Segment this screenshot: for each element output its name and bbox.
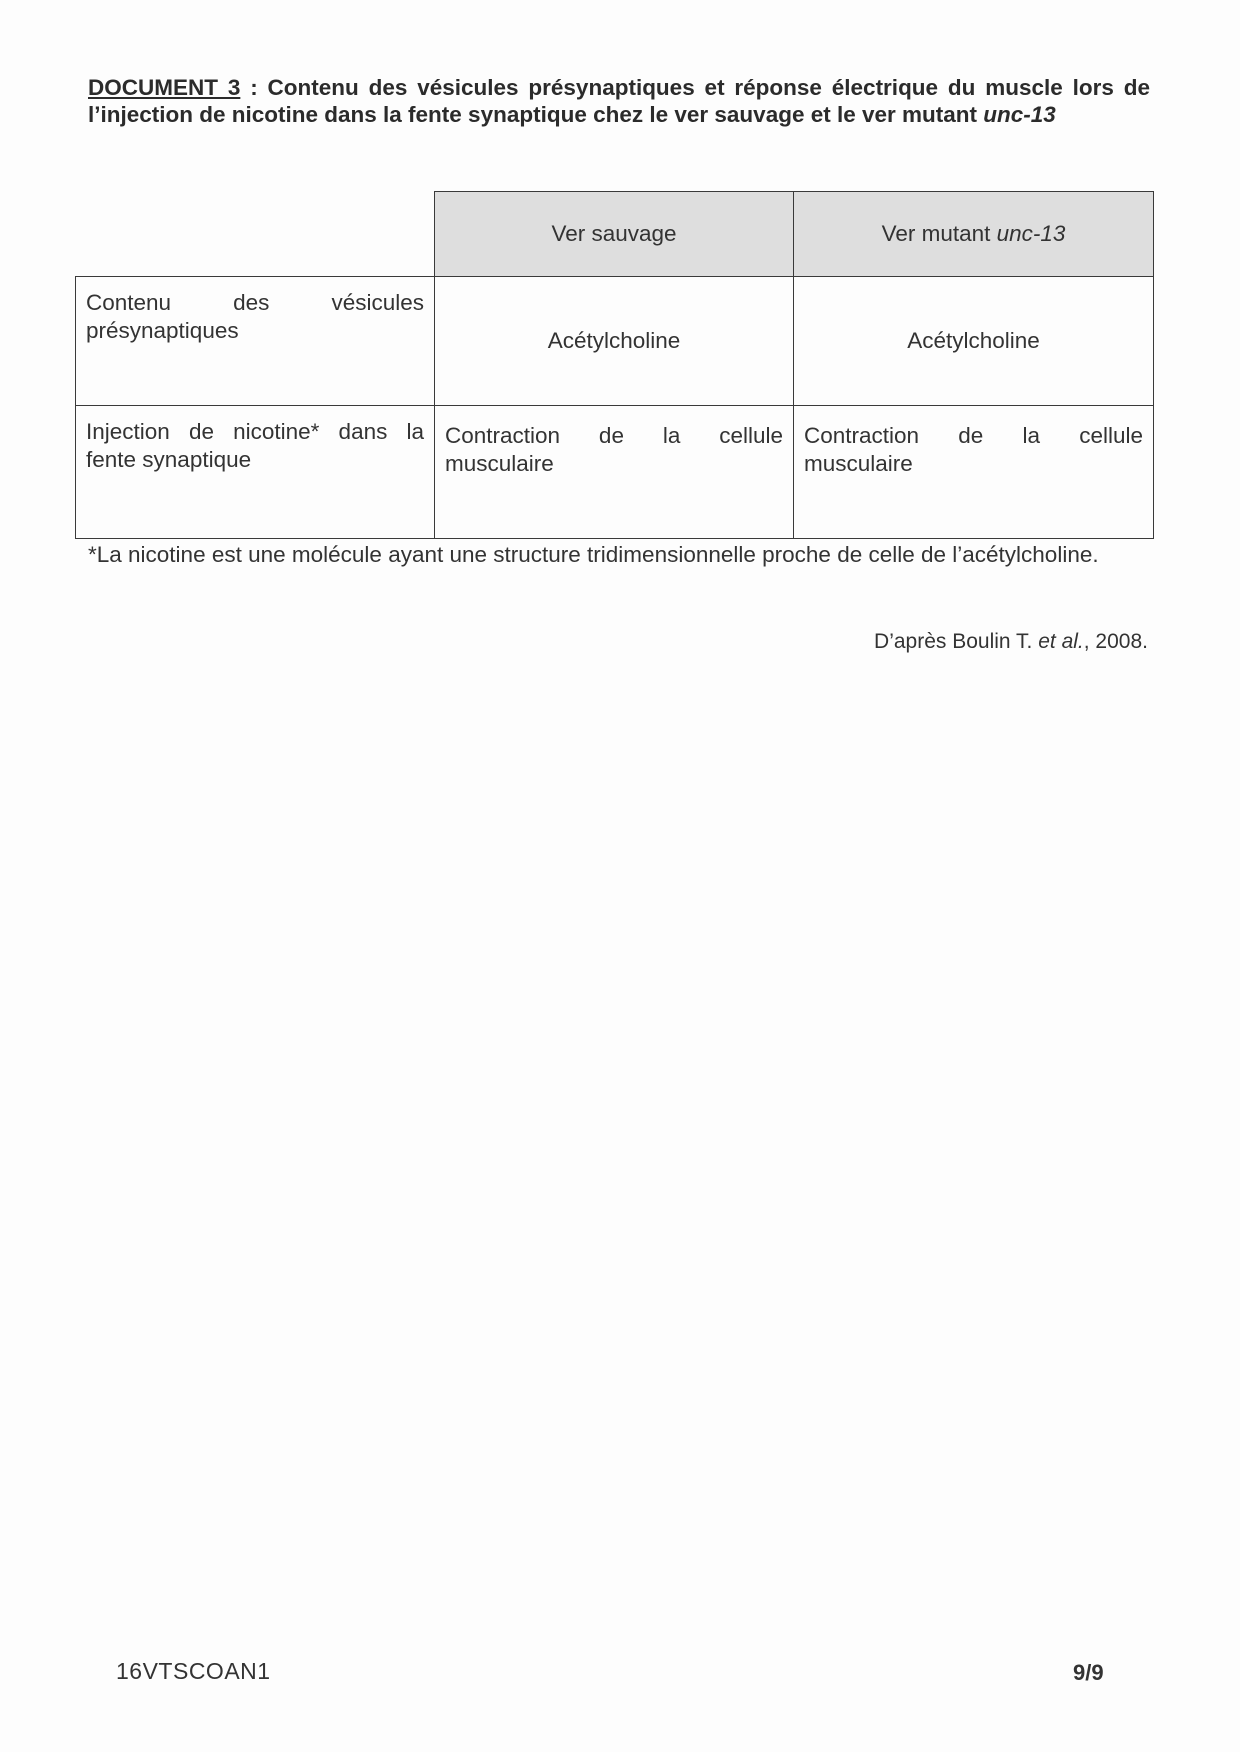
column-header-gene-name: unc-13 — [996, 221, 1066, 246]
page-number: 9/9 — [1073, 1660, 1104, 1685]
table-cell: Acétylcholine — [435, 277, 794, 406]
column-header-wild-type: Ver sauvage — [435, 192, 794, 277]
citation-year: , 2008. — [1083, 630, 1148, 653]
table-header-row — [76, 192, 1154, 277]
heading-gene-name: unc-13 — [983, 102, 1056, 127]
table-row — [76, 406, 1154, 539]
table-footnote: *La nicotine est une molécule ayant une structure tridimensionnelle proche de celle de l’acétylcholine. — [88, 542, 1099, 567]
table-row — [76, 277, 1154, 406]
table-cell: Contraction de la cellule musculaire — [794, 406, 1154, 539]
row-header-nicotine-injection: Injection de nicotine* dans la fente synaptique — [76, 406, 435, 539]
source-citation — [874, 630, 1148, 654]
table-cell: Contraction de la cellule musculaire — [435, 406, 794, 539]
exam-code: 16VTSCOAN1 — [116, 1658, 271, 1684]
heading-text: Contenu des vésicules présynaptiques et réponse électrique du muscle lors de l’injection de nicotine dans la fente synaptique chez le ver sauvage et le ver mutant — [88, 75, 1150, 127]
document-label: DOCUMENT 3 — [88, 75, 241, 100]
citation-author: D’après Boulin T. — [874, 630, 1039, 653]
table-cell: Acétylcholine — [794, 277, 1154, 406]
row-header-vesicle-content: Contenu des vésicules présynaptiques — [76, 277, 435, 406]
column-header-mutant: Ver mutant unc-13 — [794, 192, 1154, 277]
document-heading — [88, 74, 1150, 128]
heading-separator: : — [240, 75, 268, 100]
results-table — [75, 191, 1154, 539]
table-corner-cell — [76, 192, 435, 277]
citation-et-al: et al. — [1038, 630, 1084, 653]
